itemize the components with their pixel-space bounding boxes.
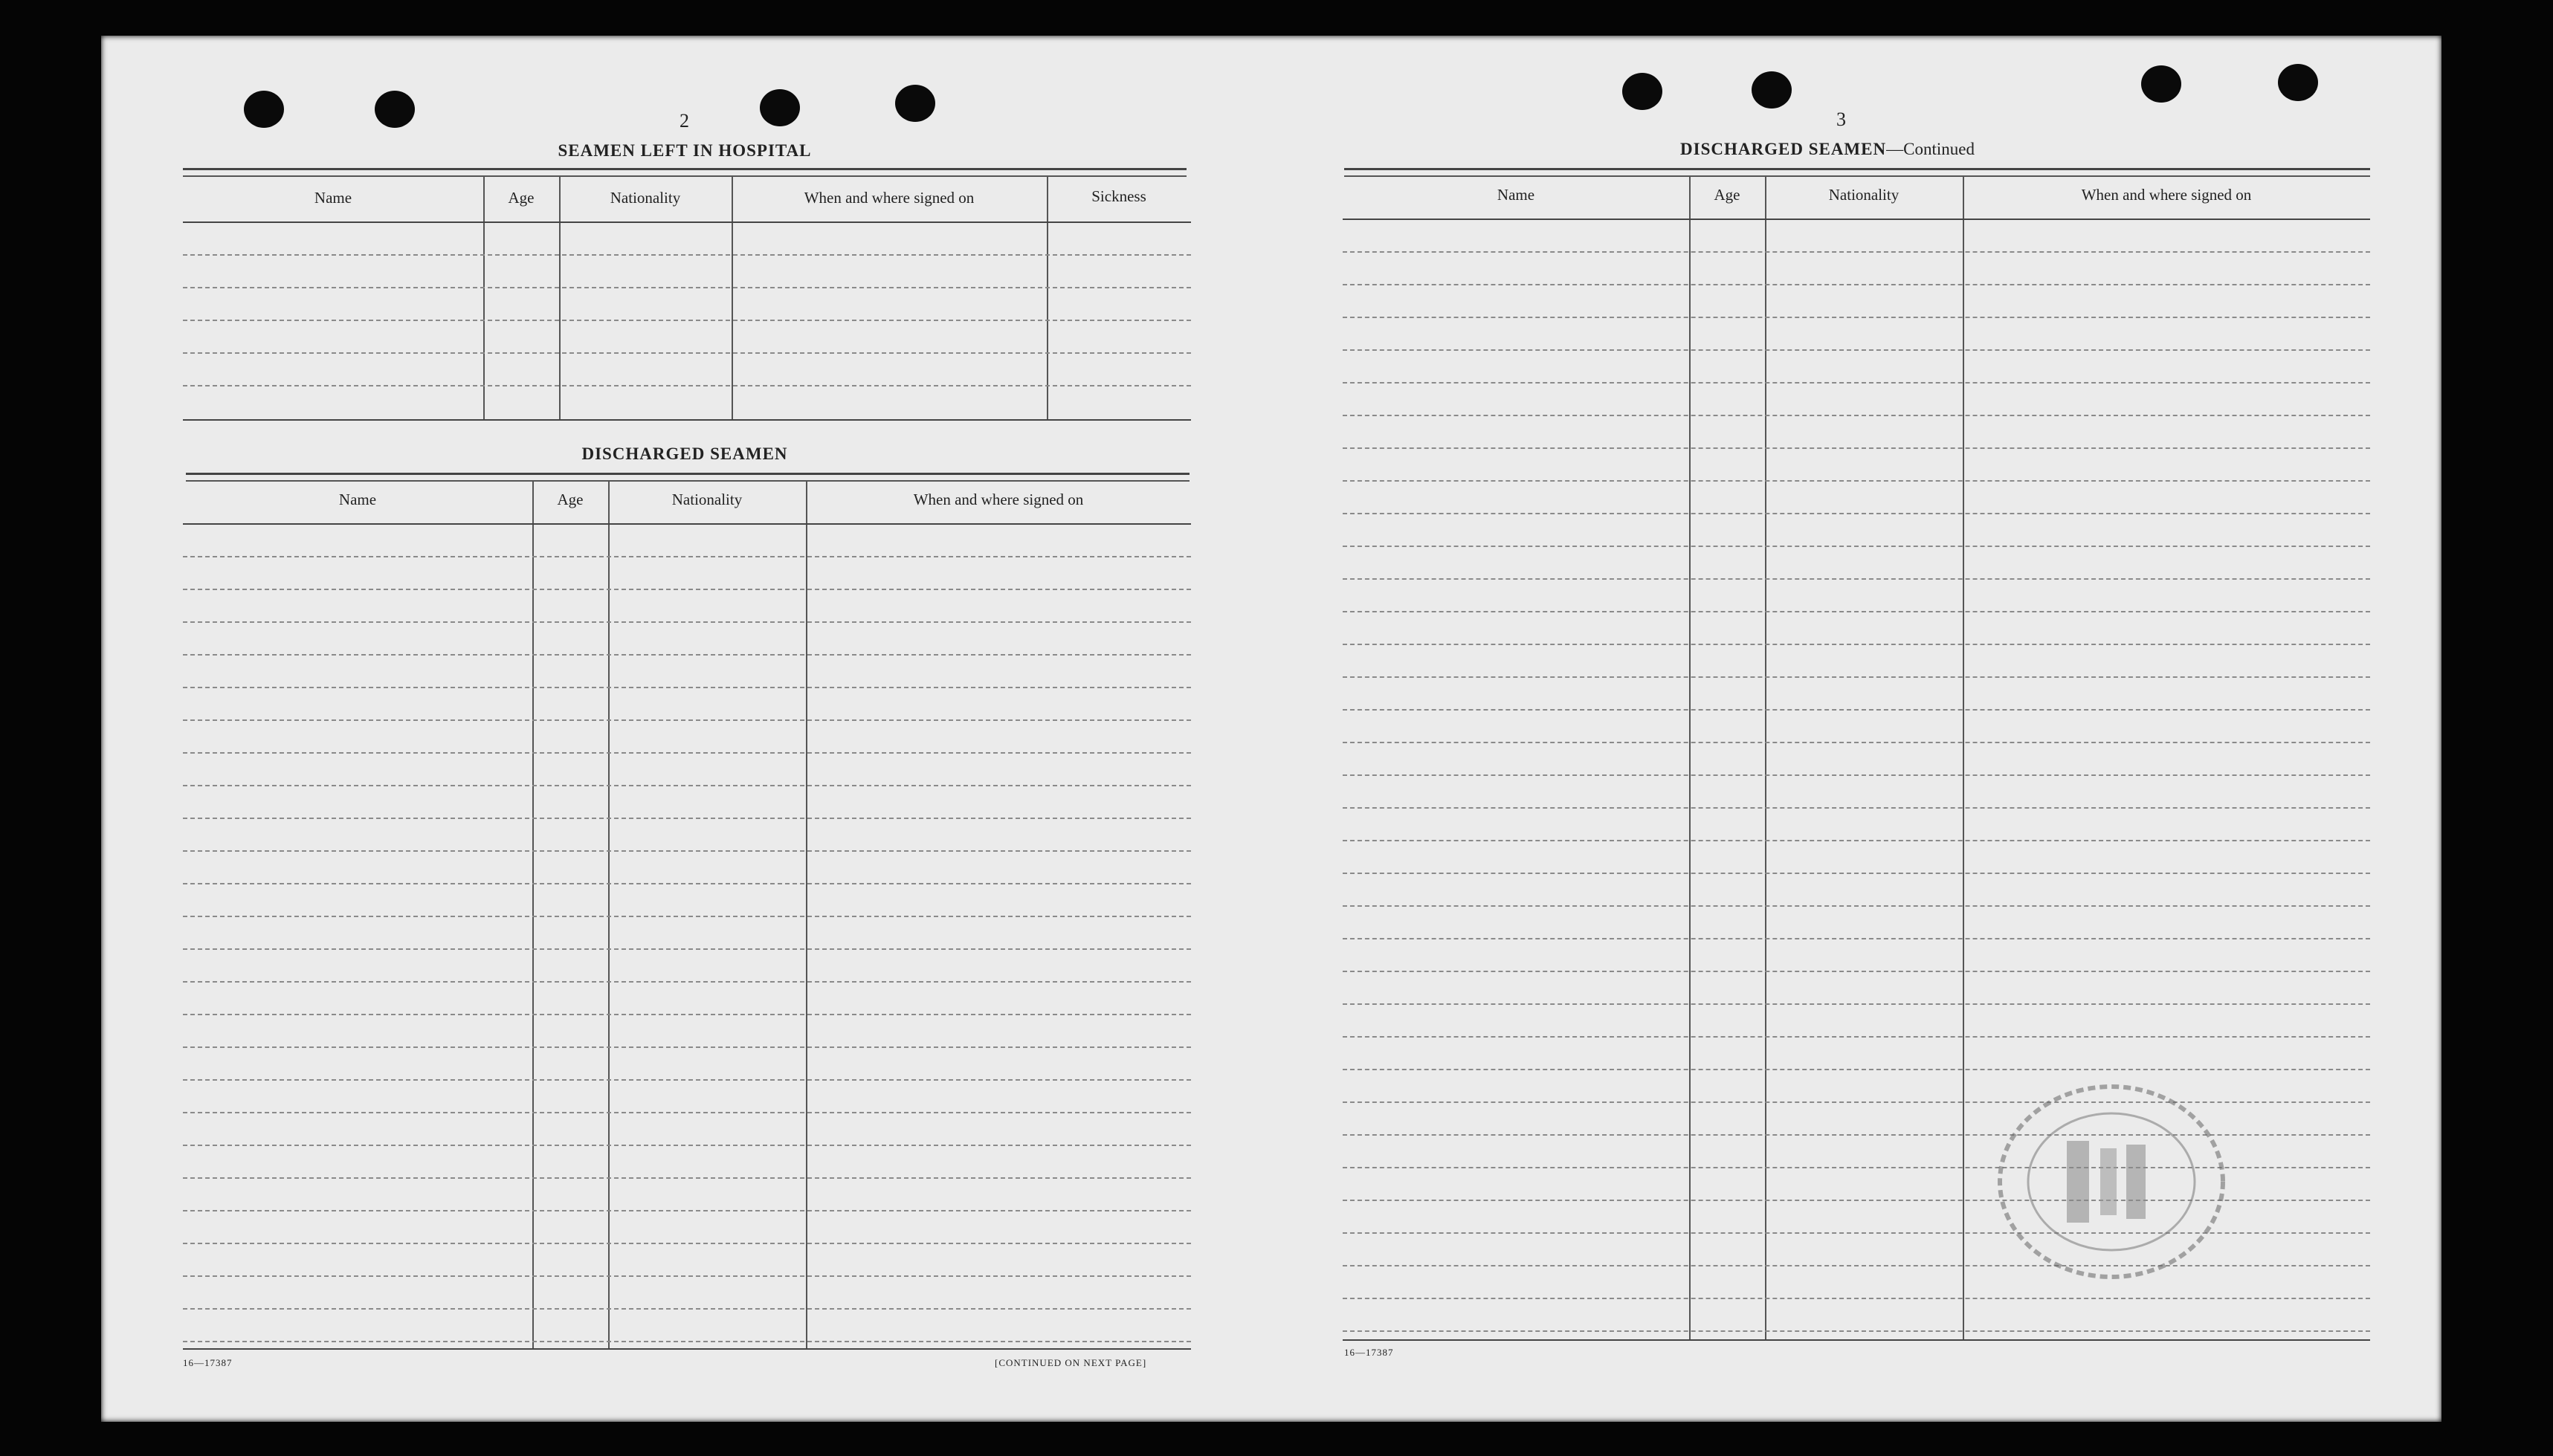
- row-line: [183, 1014, 1191, 1015]
- row-line: [183, 1112, 1191, 1113]
- row-line: [1343, 938, 2370, 939]
- column-divider: [483, 175, 485, 421]
- column-divider: [806, 480, 807, 1350]
- column-header-nationality: Nationality: [1828, 186, 1900, 204]
- row-line: [183, 883, 1191, 884]
- row-line: [183, 287, 1191, 288]
- row-line: [1343, 611, 2370, 612]
- row-line: [183, 1145, 1191, 1146]
- row-line: [183, 785, 1191, 786]
- binder-hole: [895, 85, 935, 122]
- discharged-continued-title: [1344, 140, 2311, 159]
- row-line: [183, 1177, 1191, 1179]
- table-bottom-rule: [183, 419, 1191, 421]
- column-header-nationality: Nationality: [671, 491, 743, 508]
- row-line: [1343, 807, 2370, 809]
- row-line: [1343, 251, 2370, 253]
- column-header-age: Age: [508, 189, 535, 207]
- row-line: [1343, 382, 2370, 384]
- column-header-signed-on: When and where signed on: [2081, 186, 2252, 204]
- hospital-table: [183, 175, 1191, 425]
- row-line: [1343, 480, 2370, 482]
- binder-hole: [2278, 64, 2318, 101]
- binder-hole: [760, 89, 800, 126]
- row-line: [183, 654, 1191, 656]
- column-divider: [559, 175, 561, 421]
- column-divider: [608, 480, 610, 1350]
- column-header-signed-on: When and where signed on: [913, 491, 1084, 508]
- row-line: [1343, 774, 2370, 776]
- row-line: [1343, 546, 2370, 547]
- discharged-section-title: DISCHARGED SEAMEN: [581, 444, 788, 463]
- header-rule: [1343, 219, 2370, 220]
- row-line: [1343, 676, 2370, 678]
- column-header-name: Name: [338, 491, 377, 508]
- row-line: [1343, 578, 2370, 580]
- office-stamp: [1978, 1070, 2245, 1293]
- row-line: [183, 818, 1191, 819]
- row-line: [183, 916, 1191, 917]
- form-number-left: 16—17387: [183, 1357, 233, 1368]
- column-divider: [1047, 175, 1048, 421]
- row-line: [183, 1341, 1191, 1342]
- row-line: [183, 385, 1191, 386]
- header-rule: [183, 523, 1191, 525]
- row-line: [1343, 840, 2370, 841]
- row-line: [1343, 873, 2370, 874]
- column-header-name: Name: [314, 189, 352, 207]
- row-line: [1343, 349, 2370, 351]
- row-line: [1343, 971, 2370, 972]
- header-rule: [183, 221, 1191, 223]
- row-line: [183, 948, 1191, 950]
- row-line: [183, 1210, 1191, 1211]
- row-line: [1343, 644, 2370, 645]
- row-line: [1343, 1330, 2370, 1332]
- row-line: [1343, 513, 2370, 514]
- continued-note: [CONTINUED ON NEXT PAGE]: [995, 1357, 1147, 1368]
- row-line: [183, 752, 1191, 754]
- row-line: [183, 850, 1191, 852]
- row-line: [183, 254, 1191, 256]
- row-line: [1343, 709, 2370, 711]
- column-header-signed-on: When and where signed on: [804, 189, 975, 207]
- discharged-continued-suffix: —Continued: [1886, 140, 1975, 158]
- row-line: [183, 1046, 1191, 1048]
- column-header-age: Age: [1714, 186, 1740, 204]
- binder-hole: [1622, 73, 1662, 110]
- row-line: [183, 719, 1191, 721]
- row-line: [1343, 1036, 2370, 1038]
- discharged-continued-title-main: DISCHARGED SEAMEN: [1680, 140, 1887, 158]
- row-line: [183, 1079, 1191, 1081]
- row-line: [183, 1308, 1191, 1310]
- row-line: [1343, 1003, 2370, 1005]
- table-bottom-rule: [183, 1348, 1191, 1350]
- row-line: [183, 687, 1191, 688]
- table-bottom-rule: [1343, 1339, 2370, 1341]
- page-number-left: 2: [680, 110, 689, 132]
- column-divider: [532, 480, 534, 1350]
- row-line: [1343, 284, 2370, 285]
- column-divider: [732, 175, 733, 421]
- binder-hole: [244, 91, 284, 128]
- row-line: [183, 556, 1191, 557]
- row-line: [183, 621, 1191, 623]
- binder-hole: [1752, 71, 1792, 109]
- form-number-right: 16—17387: [1344, 1347, 1394, 1358]
- row-line: [1343, 1298, 2370, 1299]
- hospital-section-title: SEAMEN LEFT IN HOSPITAL: [558, 141, 812, 160]
- column-header-nationality: Nationality: [610, 189, 681, 207]
- row-line: [183, 981, 1191, 983]
- row-line: [1343, 905, 2370, 907]
- column-header-age: Age: [557, 491, 584, 508]
- row-line: [1343, 447, 2370, 449]
- row-line: [183, 352, 1191, 354]
- row-line: [1343, 415, 2370, 416]
- binder-hole: [2141, 65, 2181, 103]
- column-header-name: Name: [1497, 186, 1535, 204]
- page-number-right: 3: [1836, 109, 1846, 130]
- row-line: [183, 320, 1191, 321]
- row-line: [183, 1275, 1191, 1277]
- binder-hole: [375, 91, 415, 128]
- row-line: [183, 1243, 1191, 1244]
- row-line: [1343, 742, 2370, 743]
- discharged-table-left: [183, 480, 1191, 1351]
- row-line: [183, 589, 1191, 590]
- row-line: [1343, 317, 2370, 318]
- column-header-sickness: Sickness: [1091, 187, 1146, 205]
